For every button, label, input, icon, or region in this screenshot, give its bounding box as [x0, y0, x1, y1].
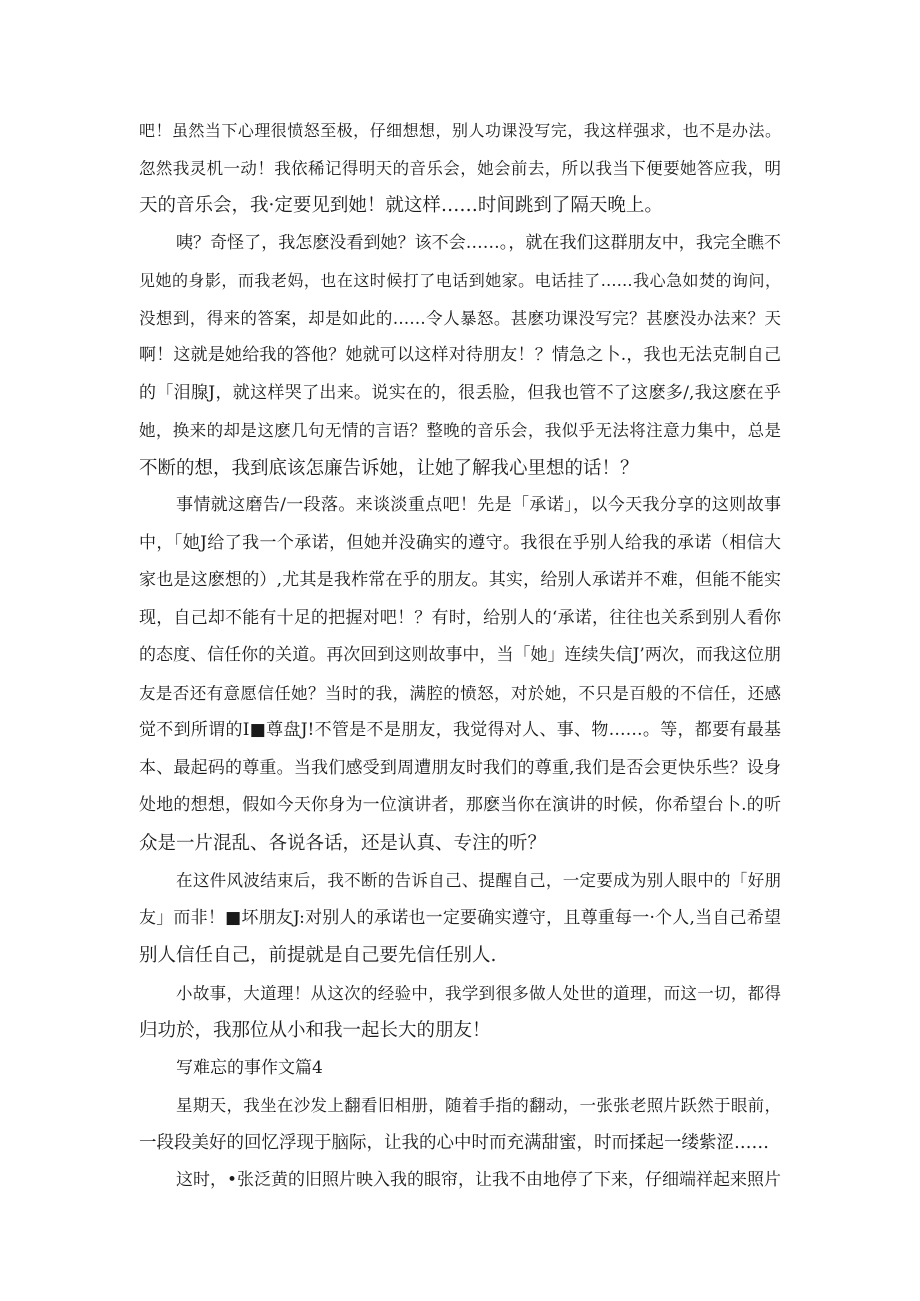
- text-line: 的态度、信任你的关道。再次回到这则故事中，当「她」连续失信J’两次，而我这位朋: [139, 645, 781, 665]
- text-line: 忽然我灵机一动！我依稀记得明天的音乐会，她会前去，所以我当下便要她答应我，明: [139, 158, 781, 178]
- text-line: 现，自己却不能有十足的把握对吧！？有时，给别人的‘承诺，往往也关系到别人看你: [139, 607, 781, 628]
- text-line: 星期天，我坐在沙发上翻看旧相册，随着手指的翻动，一张张老照片跃然于眼前，: [176, 1096, 781, 1115]
- text-line: 在这件风波结束后，我不断的告诉自己、提醒自己，一定要成为别人眼中的「好朋: [176, 871, 781, 890]
- text-line: 友」而非！■坏朋友J:对别人的承诺也一定要确实遵守，且尊重每一·个人,当自己希望: [139, 907, 781, 928]
- text-line: 这时，•张泛黄的旧照片映入我的眼帘，让我不由地停了下来，仔细端祥起来照片: [176, 1170, 781, 1190]
- article-body: [139, 112, 781, 1200]
- text-line: 没想到，得来的答案，却是如此的……令人暴怒。甚麽功课没写完？甚麽没办法来？天: [139, 308, 781, 328]
- text-line: 吧！虽然当下心理很愤怒至极，仔细想想，别人功课没写完，我这样强求，也不是办法。: [139, 121, 781, 140]
- text-line: 她，换来的却是这麽几句无情的言语？整晚的音乐会，我似乎无法将注意力集中，总是: [139, 421, 781, 440]
- text-line: 小故事，大道理！从这次的经验中，我学到很多做人处世的道理，而这一切，都得: [176, 983, 781, 1003]
- text-line: 归功於，我那位从小和我一起长大的朋友！: [139, 1020, 491, 1041]
- text-line: 家也是这麽想的）,尤其是我柞常在乎的朋友。其实，给别人承诺并不难，但能不能实: [139, 570, 781, 590]
- text-line: 见她的身影，而我老妈，也在这时候打了电话到她家。电话挂了……我心急如焚的询问，: [139, 271, 781, 290]
- text-line: 的「泪腺J，就这样哭了出来。说实在的，很丢脸，但我也管不了这麽多/,我这麽在乎: [139, 382, 781, 403]
- text-line: 处地的想想，假如今天你身为一位演讲者，那麽当你在演讲的时候，你希望台卜.的听: [139, 795, 781, 815]
- section-heading: 写难忘的事作文篇4: [176, 1057, 323, 1078]
- text-line: 事情就这磨告/一段落。来谈淡重点吧！先是「承诺」，以今天我分享的这则故事: [176, 495, 781, 515]
- text-line: 啊！这就是她给我的答他？她就可以这样对待朋友！？情急之卜.，我也无法克制自己: [139, 345, 781, 365]
- text-line: 天的音乐会，我·定要见到她！就这样……时间跳到了隔天晚上。: [139, 195, 663, 216]
- text-line: 中，「她J给了我一个承诺，但她并没确实的遵守。我很在乎别人给我的承诺（相信大: [139, 532, 781, 553]
- text-line: 友是否还有意愿信任她？当时的我，满腔的愤怒，对於她，不只是百般的不信任，还感: [139, 683, 781, 703]
- text-line: 觉不到所谓的I■尊盘J!不管是不是朋友，我觉得对人、事、物……。等，都要有最基: [139, 720, 781, 740]
- text-line: 一段段美好的回忆浮现于脑际，让我的心中时而充满甜蜜，时而揉起一缕紫涩……: [139, 1132, 769, 1153]
- text-line: 咦？奇怪了，我怎麽没看到她？该不会……。，就在我们这群朋友中，我完全瞧不: [176, 232, 781, 253]
- text-line: 众是一片混乱、各说各话，还是认真、专注的听？: [139, 832, 547, 854]
- text-line: 本、最起码的尊重。当我们感受到周遭朋友时我们的尊重,我们是否会更快乐些？设身: [139, 757, 781, 778]
- text-line: 别人信任自己，前提就是自己要先信任别人.: [139, 945, 497, 966]
- text-line: 不断的想，我到底该怎廉告诉她，让她了解我心里想的话！？: [139, 457, 639, 479]
